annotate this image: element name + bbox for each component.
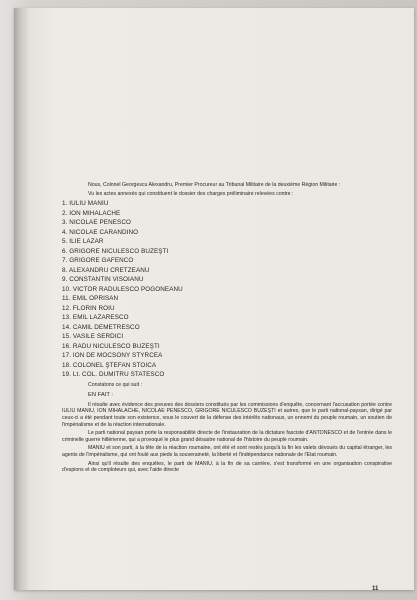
- body-paragraph: Il résulte avec évidence des preuves des dossiers constitués par les commissions d'enquête, concernant l'accusation portée contre IULIU MANIU, ION MIHALACHE, NICOLAE PENESCO, GRIGORE NICULESCO BUZEŞTI et autres, que le parti national-paysan, dirigé par ceux-ci a été pendant toute son existence, sous le couvert de la défense des intérêts nationaux, un ennemi du peuple roumain, un soutien de l'impérialisme et de la réaction internationale.: [62, 401, 392, 428]
- list-item: 12. FLORIN ROIU: [62, 304, 115, 312]
- list-item: 15. VASILE SERDICI: [62, 333, 124, 341]
- list-item: 6. GRIGORE NICULESCO BUZEŞTI: [62, 247, 169, 255]
- list-item: 13. EMIL LAZARESCO: [62, 314, 129, 322]
- list-item: 16. RADU NICULESCO BUZEŞTI: [62, 342, 160, 350]
- list-item: 1. IULIU MANIU: [62, 200, 109, 208]
- list-item: 2. ION MIHALACHE: [62, 209, 121, 217]
- body-paragraph: Ainsi qu'il résulte des enquêtes, le parti de MANIU, à la fin de sa carrière, s'est transformé en une organisation conspirative d'espions et de comploteurs qui, avec l'aide directe: [62, 460, 392, 474]
- page-content: [62, 182, 392, 474]
- seen-paragraph: Vu les actes annexés qui constituent le dossier des charges préliminaire relevées contre :: [88, 190, 294, 197]
- list-item: 17. ION DE MOCSONY STYRCEA: [62, 352, 163, 360]
- body-paragraph: MANIU et son parti, à la tête de la réaction roumaine, ont été et sont restés jusqu'à la fin les valets dévoués du capital étranger, les agents de l'impérialisme, qui ont foulé aux pieds la souveraineté, la liberté et l'indépendance nationale de l'Etat roumain.: [62, 445, 392, 459]
- list-item: 7. GRIGORE GAFENCO: [62, 257, 134, 265]
- list-item: 10. VICTOR RADULESCO POGONEANU: [62, 285, 183, 293]
- list-item: 8. ALEXANDRU CRETZEANU: [62, 266, 150, 274]
- intro-paragraph: Nous, Colonel Georgescu Alexandru, Premier Procureur au Tribunal Militaire de la deuxième Région Militaire :: [88, 182, 341, 188]
- list-item: 18. COLONEL ŞTEFAN STOICA: [62, 361, 157, 369]
- en-fait-heading: EN FAIT :: [88, 392, 114, 399]
- list-item: 19. Lt. COL. DUMITRU STATESCO: [62, 371, 165, 379]
- constatons-line: Constatons ce qui suit :: [88, 381, 142, 388]
- page-number: 11: [372, 586, 379, 592]
- list-item: 3. NICOLAE PENESCO: [62, 219, 131, 227]
- list-item: 5. ILIE LAZAR: [62, 238, 104, 246]
- body-paragraph: Le parti national paysan porte la responsabilité directe de l'instauration de la dictature fasciste d'ANTONESCO et de l'entrée dans le criminelle guerre hitlérienne, qui a provoqué le plus grand désastre national de l'histoire du peuple roumain.: [62, 430, 392, 443]
- list-item: 9. CONSTANTIN VISOIANU: [62, 276, 144, 284]
- list-item: 4. NICOLAE CARANDINO: [62, 228, 139, 236]
- list-item: 11. EMIL OPRISAN: [62, 295, 119, 303]
- list-item: 14. CAMIL DEMETRESCO: [62, 323, 140, 331]
- defendant-list: [62, 199, 392, 380]
